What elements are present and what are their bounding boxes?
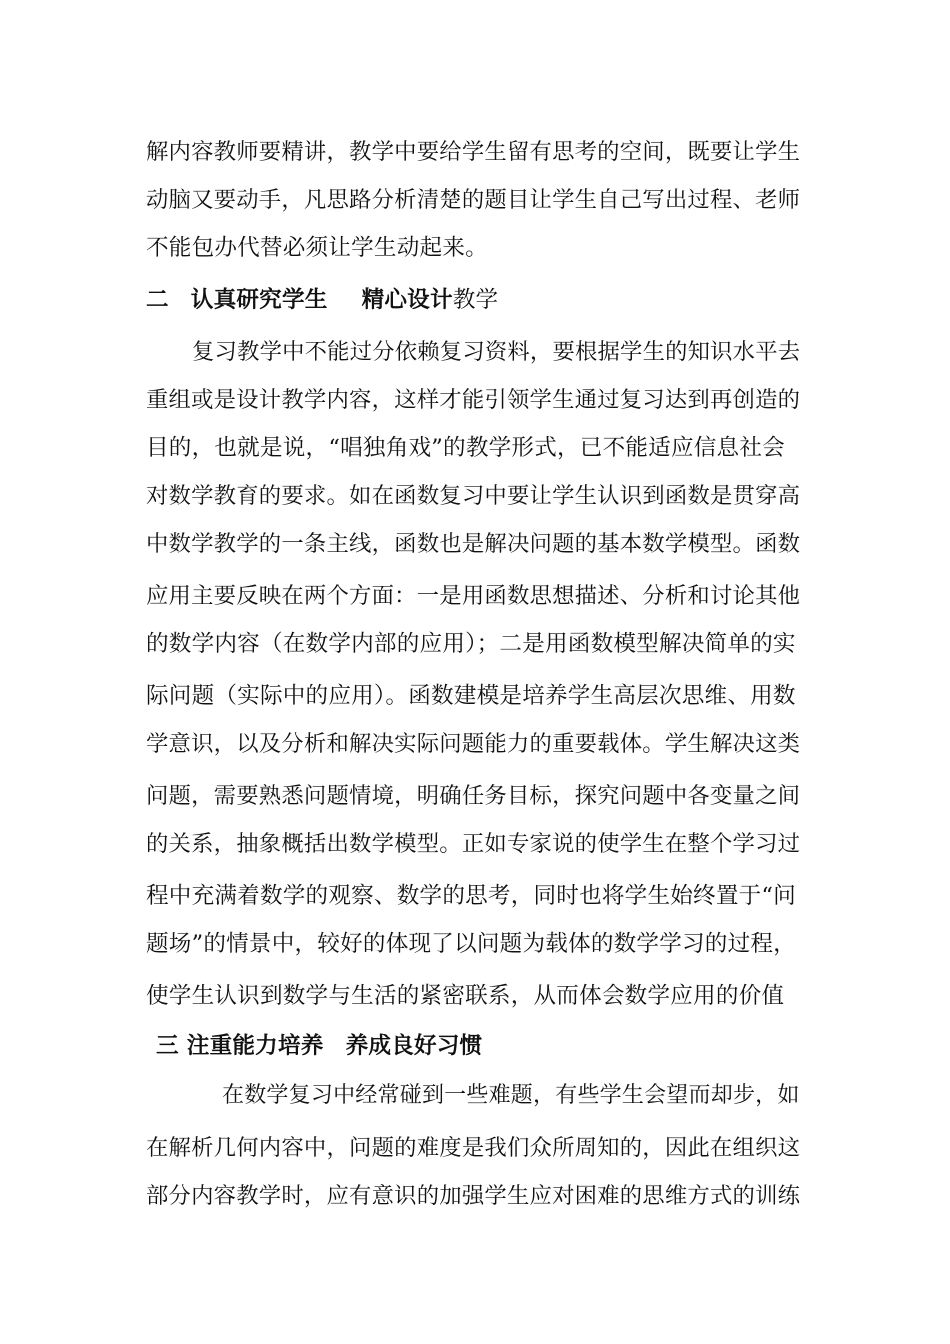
para2-line-10: 问题，需要熟悉问题情境，明确任务目标，探究问题中各变量之间: [146, 783, 801, 809]
para2-line-4: 对数学教育的要求。如在函数复习中要让学生认识到函数是贯穿高: [146, 483, 801, 509]
para3-line-3: 部分内容教学时，应有意识的加强学生应对困难的思维方式的训练: [146, 1183, 801, 1209]
para2-line-9: 学意识，以及分析和解决实际问题能力的重要载体。学生解决这类: [146, 731, 801, 757]
para2-line-7: 的数学内容（在数学内部的应用）；二是用函数模型解决简单的实: [146, 631, 796, 657]
para2-line-2: 重组或是设计教学内容，这样才能引领学生通过复习达到再创造的: [146, 387, 801, 413]
section-heading-3: [156, 1031, 482, 1061]
para2-line-1: 复习教学中不能过分依赖复习资料，要根据学生的知识水平去: [192, 339, 801, 365]
para2-line-8: 际问题（实际中的应用）。函数建模是培养学生高层次思维、用数: [146, 683, 796, 709]
para2-line-13: 题场”的情景中，较好的体现了以问题为载体的数学学习的过程，: [146, 931, 796, 957]
para3-line-2: 在解析几何内容中，问题的难度是我们众所周知的，因此在组织这: [146, 1135, 801, 1161]
section-heading-2: [146, 285, 498, 315]
heading-2-part2-plain: 教学: [452, 287, 499, 313]
para3-line-1: 在数学复习中经常碰到一些难题，有些学生会望而却步，如: [222, 1083, 800, 1108]
heading-2-part2: 精心设计: [361, 287, 453, 313]
heading-3-part2: 养成良好习惯: [345, 1033, 483, 1059]
para2-line-14: 使学生认识到数学与生活的紧密联系，从而体会数学应用的价值: [146, 983, 785, 1009]
heading-2-part1: 认真研究学生: [190, 287, 328, 313]
para2-line-12: 程中充满着数学的观察、数学的思考，同时也将学生始终置于“问: [146, 883, 796, 909]
para2-line-6: 应用主要反映在两个方面：一是用函数思想描述、分析和讨论其他: [146, 583, 801, 609]
para2-line-11: 的关系，抽象概括出数学模型。正如专家说的使学生在整个学习过: [146, 831, 801, 857]
para1-line-3: 不能包办代替必须让学生动起来。: [146, 235, 488, 261]
para2-line-5: 中数学教学的一条主线，函数也是解决问题的基本数学模型。函数: [146, 531, 801, 557]
heading-3-part1: 注重能力培养: [186, 1033, 324, 1059]
para1-line-1: 解内容教师要精讲，教学中要给学生留有思考的空间，既要让学生: [146, 139, 801, 165]
para1-line-2: 动脑又要动手，凡思路分析清楚的题目让学生自己写出过程、老师: [146, 187, 801, 213]
heading-2-number: 二: [146, 287, 169, 313]
heading-3-number: 三: [156, 1033, 179, 1059]
para2-line-3: 目的，也就是说，“唱独角戏”的教学形式，已不能适应信息社会: [146, 435, 785, 461]
